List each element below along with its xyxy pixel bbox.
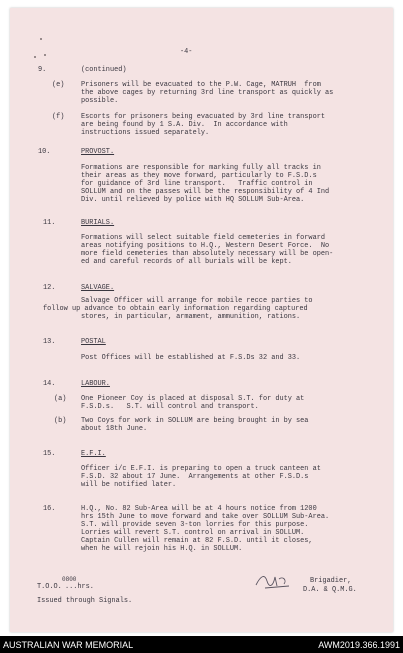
section-13-number: 13. (43, 338, 56, 346)
section-16-line-4: Lorries will revert S.T. control on arrival in SOLLUM. (81, 529, 305, 537)
page-number: -4- (180, 48, 193, 56)
section-10-number: 10. (38, 148, 51, 156)
section-11-line-3: more field cemeteries than absolutely necessary will be open- (81, 250, 334, 258)
section-11-line-4: ed and careful records of all burials will be kept. (81, 258, 292, 266)
section-12-number: 12. (43, 284, 56, 292)
section-12-line-2: follow up advance to obtain early information regarding captured (43, 305, 308, 313)
too-time: 0800 (62, 576, 77, 583)
section-16-line-5: Captain Cullen will remain at 82 F.S.D. until it closes, (81, 537, 313, 545)
section-14-number: 14. (43, 380, 56, 388)
para-9e-line-1: Prisoners will be evacuated to the P.W. Cage, MATRUH from (81, 81, 321, 89)
para-9f-line-2: are being found by 1 S.A. Div. In accordance with (81, 121, 288, 129)
section-15-line-2: F.S.D. 32 about 17 June. Arrangements at other F.S.D.s (81, 473, 309, 481)
para-9f-line-3: instructions issued separately. (81, 129, 210, 137)
section-13-heading: POSTAL (81, 338, 106, 346)
section-9-number: 9. (38, 66, 47, 74)
para-14a-line-1: One Pioneer Coy is placed at disposal S.T. for duty at (81, 395, 305, 403)
section-11-line-1: Formations will select suitable field cemeteries in forward (81, 234, 325, 242)
section-14-heading: LABOUR. (81, 380, 110, 388)
signature-appointment: D.A. & Q.M.G. (303, 586, 357, 594)
section-10-line-1: Formations are responsible for marking fully all tracks in (81, 164, 321, 172)
footer-institution: AUSTRALIAN WAR MEMORIAL (3, 640, 134, 650)
section-11-line-2: areas notifying positions to H.Q., Western Desert Force. No (81, 242, 330, 250)
issued-through-signals: Issued through Signals. (37, 597, 133, 605)
para-9e-line-3: possible. (81, 97, 119, 105)
footer-accession-number: AWM2019.366.1991 (318, 640, 400, 650)
section-10-heading: PROVOST. (81, 148, 115, 156)
handwritten-signature (253, 571, 293, 591)
section-9-heading: (continued) (81, 66, 127, 74)
section-10-line-5: Div. until relieved by police with HQ SOLLUM Sub-Area. (81, 196, 305, 204)
section-12-line-1: Salvage Officer will arrange for mobile recce parties to (81, 297, 313, 305)
para-9f-label: (f) (52, 113, 65, 121)
section-11-heading: BURIALS. (81, 219, 115, 227)
section-10-line-2: their areas as they move forward, particularly to F.S.D.s (81, 172, 317, 180)
document-page (10, 8, 393, 632)
para-14b-line-2: about 18th June. (81, 425, 148, 433)
section-16-line-2: hrs 15th June to move forward and take over SOLLUM Sub-Area. (81, 513, 330, 521)
section-15-line-3: will be notified later. (81, 481, 177, 489)
section-12-heading: SALVAGE. (81, 284, 115, 292)
section-10-line-3: for guidance of 3rd line transport. Traffic control in (81, 180, 313, 188)
section-13-line-1: Post Offices will be established at F.S.Ds 32 and 33. (81, 354, 301, 362)
section-10-line-4: SOLLUM and on the passes will be the responsibility of 4 Ind (81, 188, 330, 196)
section-16-number: 16. (43, 505, 56, 513)
para-9e-label: (e) (52, 81, 65, 89)
para-9e-line-2: the above cages by returning 3rd line transport as quickly as (81, 89, 334, 97)
section-16-line-1: H.Q., No. 82 Sub-Area will be at 4 hours notice from 1200 (81, 505, 317, 513)
section-15-heading: E.F.I. (81, 450, 106, 458)
section-16-line-6: when he will rejoin his H.Q. in SOLLUM. (81, 545, 243, 553)
section-15-number: 15. (43, 450, 56, 458)
section-15-line-1: Officer i/c E.F.I. is preparing to open a truck canteen at (81, 465, 321, 473)
signature-rank: Brigadier, (310, 577, 352, 585)
archive-footer-bar (0, 636, 403, 653)
para-9f-line-1: Escorts for prisoners being evacuated by 3rd line transport (81, 113, 325, 121)
section-16-line-3: S.T. will provide seven 3-ton lorries for this purpose. (81, 521, 309, 529)
too-suffix: ...hrs. (65, 583, 94, 591)
para-14b-label: (b) (54, 417, 67, 425)
section-12-line-3: stores, in particular, armament, ammunition, rations. (81, 313, 301, 321)
para-14a-label: (a) (54, 395, 67, 403)
section-11-number: 11. (43, 219, 56, 227)
para-14b-line-1: Two Coys for work in SOLLUM are being brought in by sea (81, 417, 309, 425)
para-14a-line-2: F.S.D.s. S.T. will control and transport. (81, 403, 259, 411)
too-prefix: T.O.O. (37, 583, 62, 591)
